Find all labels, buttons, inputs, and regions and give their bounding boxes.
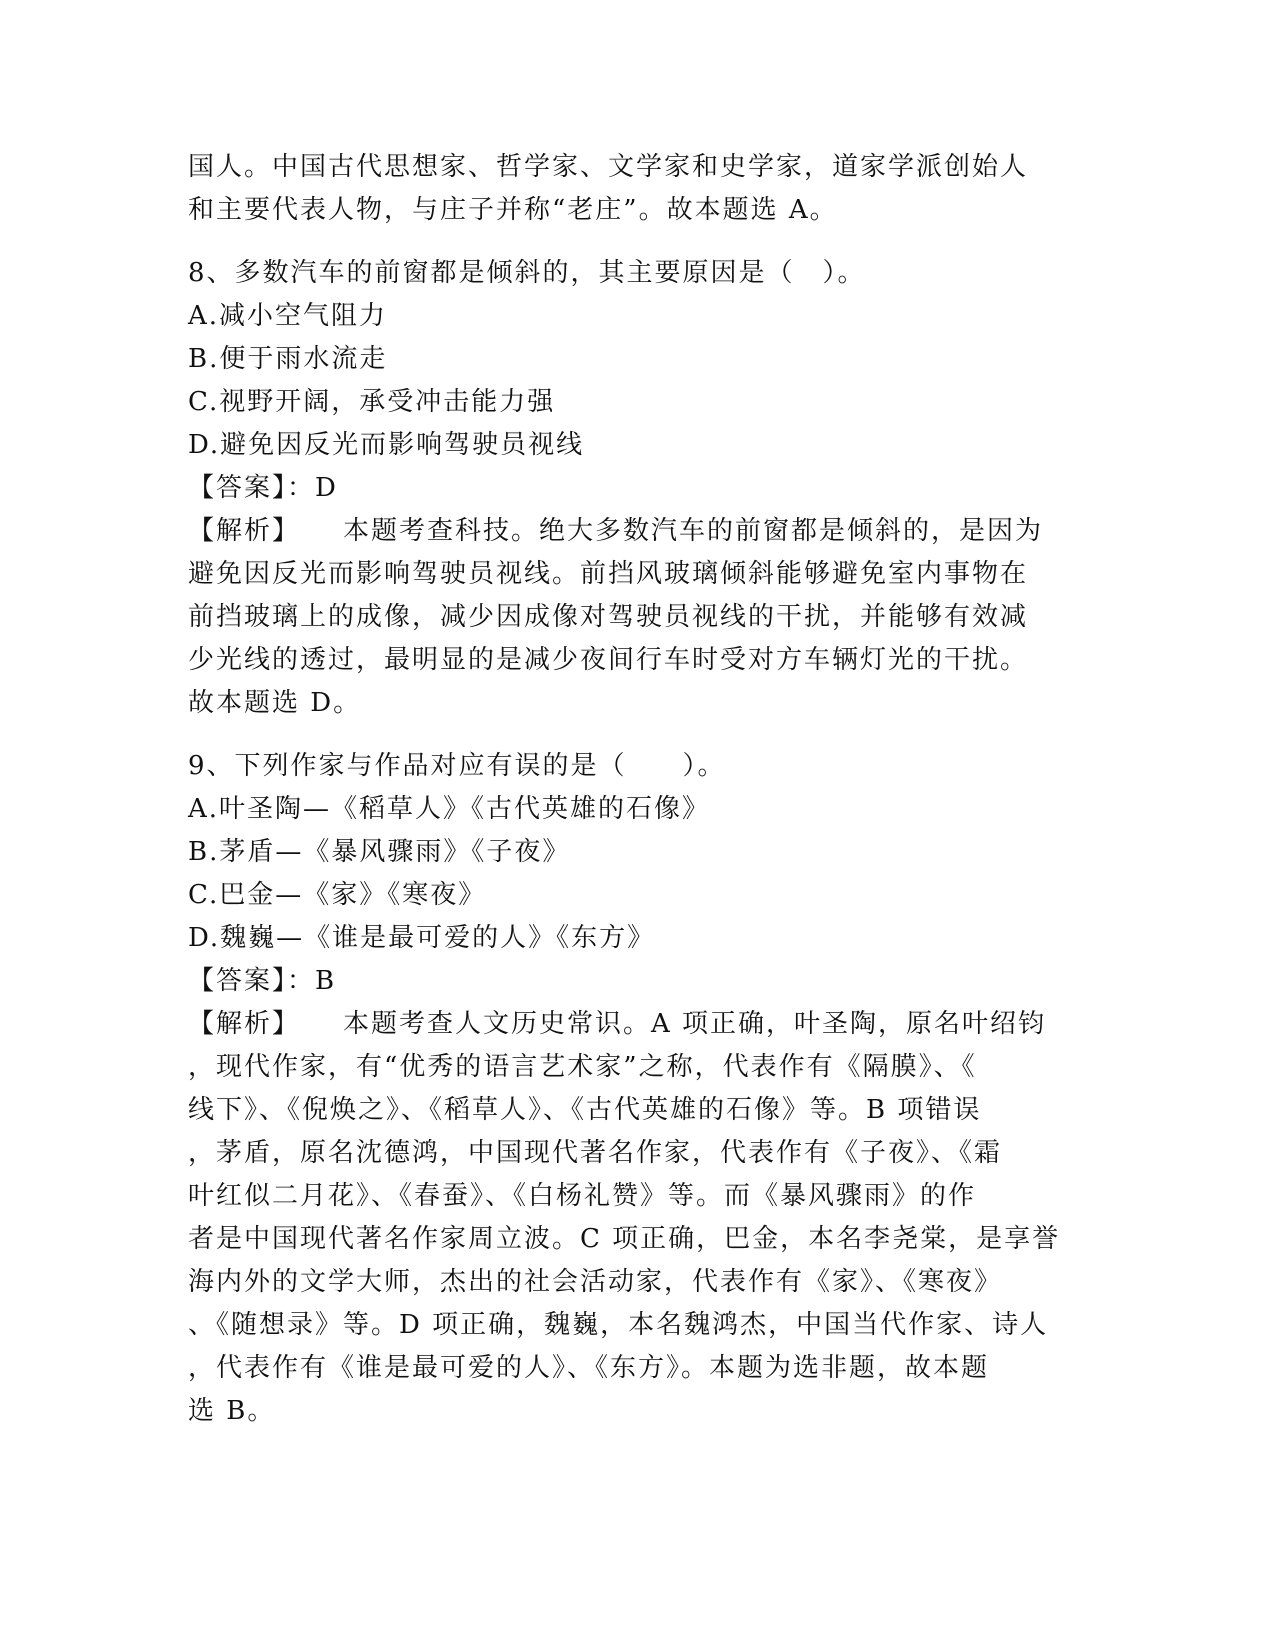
analysis-line: ，代表作有《谁是最可爱的人》、《东方》。本题为选非题，故本题 <box>188 1353 990 1383</box>
analysis-line: 【解析】 本题考查人文历史常识。A 项正确，叶圣陶，原名叶绍钧 <box>188 1009 1047 1039</box>
option-c: C.巴金—《家》《寒夜》 <box>188 880 487 910</box>
intro-paragraph <box>188 146 1088 232</box>
question-8 <box>188 252 1088 725</box>
analysis-line: 、《随想录》等。D 项正确，魏巍，本名魏鸿杰，中国当代作家、诗人 <box>188 1310 1049 1340</box>
question-9 <box>188 745 1088 1433</box>
analysis-line: 线下》、《倪焕之》、《稻草人》、《古代英雄的石像》等。B 项错误 <box>188 1095 982 1125</box>
spacer <box>188 232 1088 252</box>
analysis-line: 前挡玻璃上的成像，减少因成像对驾驶员视线的干扰，并能够有效减 <box>188 602 1029 632</box>
analysis-line: ，茅盾，原名沈德鸿，中国现代著名作家，代表作有《子夜》、《霜 <box>188 1138 1003 1168</box>
analysis-line: 海内外的文学大师，杰出的社会活动家，代表作有《家》、《寒夜》 <box>188 1267 1003 1297</box>
question-stem: 8、多数汽车的前窗都是倾斜的，其主要原因是（ ）。 <box>188 258 866 288</box>
option-b: B.茅盾—《暴风骤雨》《子夜》 <box>188 837 571 867</box>
intro-line: 和主要代表人物，与庄子并称“老庄”。故本题选 A。 <box>188 195 838 225</box>
option-a: A.减小空气阻力 <box>188 301 388 331</box>
analysis-line: 避免因反光而影响驾驶员视线。前挡风玻璃倾斜能够避免室内事物在 <box>188 559 1029 589</box>
document-content <box>188 146 1088 1433</box>
option-b: B.便于雨水流走 <box>188 344 388 374</box>
answer-line: 【答案】：D <box>188 473 338 503</box>
spacer <box>188 725 1088 745</box>
analysis-line: ，现代作家，有“优秀的语言艺术家”之称，代表作有《隔膜》、《 <box>188 1052 977 1082</box>
answer-line: 【答案】：B <box>188 966 337 996</box>
analysis-line: 【解析】 本题考查科技。绝大多数汽车的前窗都是倾斜的，是因为 <box>188 516 1044 546</box>
analysis-line: 故本题选 D。 <box>188 688 362 718</box>
analysis-paragraph <box>188 510 1088 725</box>
option-a: A.叶圣陶—《稻草人》《古代英雄的石像》 <box>188 794 711 824</box>
option-d: D.避免因反光而影响驾驶员视线 <box>188 430 585 460</box>
option-d: D.魏巍—《谁是最可爱的人》《东方》 <box>188 923 656 953</box>
option-c: C.视野开阔，承受冲击能力强 <box>188 387 556 417</box>
analysis-line: 者是中国现代著名作家周立波。C 项正确，巴金，本名李尧棠，是享誉 <box>188 1224 1061 1254</box>
intro-line: 国人。中国古代思想家、哲学家、文学家和史学家，道家学派创始人 <box>188 152 1029 182</box>
analysis-line: 叶红似二月花》、《春蚕》、《白杨礼赞》等。而《暴风骤雨》的作 <box>188 1181 977 1211</box>
analysis-paragraph <box>188 1003 1088 1433</box>
analysis-line: 少光线的透过，最明显的是减少夜间行车时受对方车辆灯光的干扰。 <box>188 645 1029 675</box>
analysis-line: 选 B。 <box>188 1396 276 1426</box>
question-stem: 9、下列作家与作品对应有误的是（ ）。 <box>188 751 726 781</box>
